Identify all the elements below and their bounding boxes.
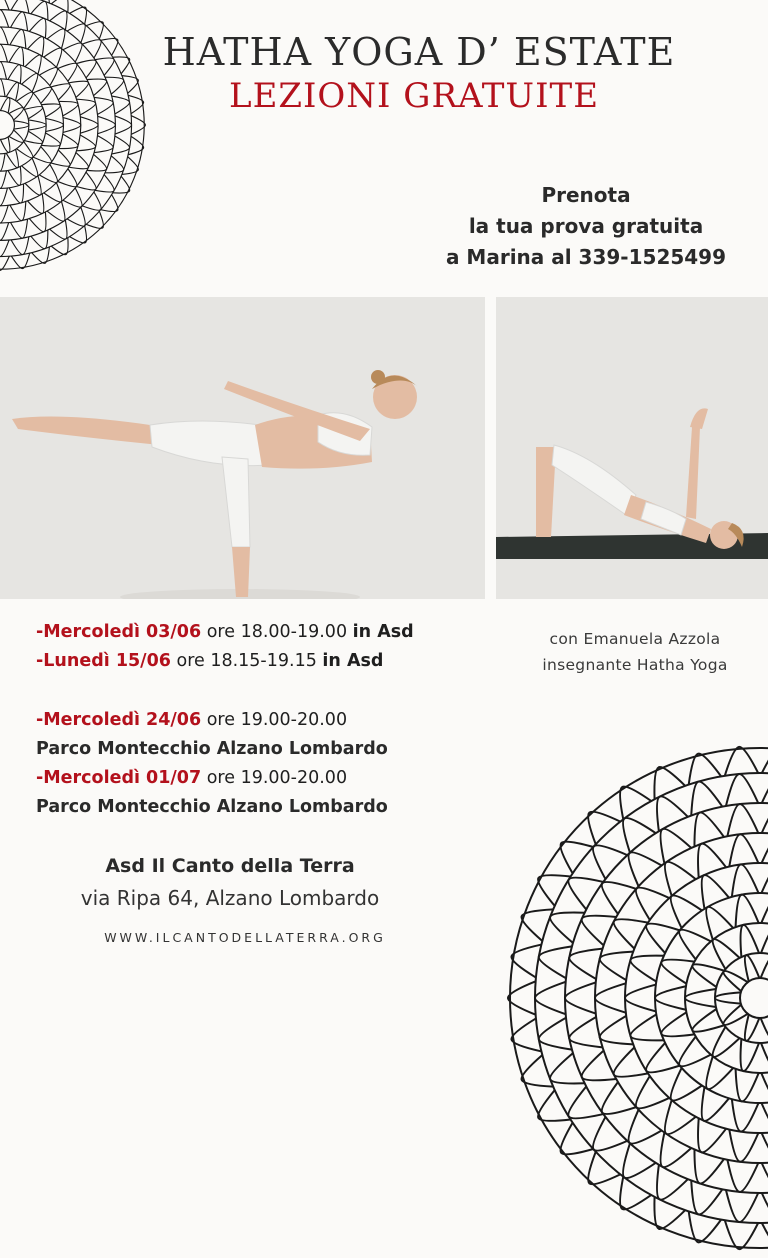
organization-address: via Ripa 64, Alzano Lombardo xyxy=(80,886,380,910)
session-time: ore 19.00-20.00 xyxy=(201,768,348,788)
session-item xyxy=(36,618,476,647)
session-place: in Asd xyxy=(352,622,414,642)
teacher-role: insegnante Hatha Yoga xyxy=(542,656,728,674)
booking-info xyxy=(426,180,746,273)
session-time: ore 18.15-19.15 xyxy=(170,651,323,671)
session-day: -Mercoledì 24/06 xyxy=(36,710,202,730)
session-item xyxy=(36,706,476,764)
yoga-photo-bridge-pose xyxy=(496,297,768,599)
session-time: ore 18.00-19.00 xyxy=(201,622,353,642)
page-subtitle: LEZIONI GRATUITE xyxy=(228,76,600,116)
booking-line-3: a Marina al 339-1525499 xyxy=(445,245,727,269)
booking-line-1: Prenota xyxy=(541,183,631,207)
session-day: -Mercoledì 01/07 xyxy=(36,768,202,788)
booking-line-2: la tua prova gratuita xyxy=(468,214,704,238)
session-list xyxy=(36,618,476,822)
session-place: Parco Montecchio Alzano Lombardo xyxy=(36,797,388,817)
teacher-info xyxy=(510,626,760,678)
organization-website: WWW.ILCANTODELLATERRA.ORG xyxy=(104,930,386,945)
session-day: -Mercoledì 03/06 xyxy=(36,622,202,642)
session-place: Parco Montecchio Alzano Lombardo xyxy=(36,739,388,759)
organization-name: Asd Il Canto della Terra xyxy=(105,855,355,877)
session-item xyxy=(36,647,476,676)
mandala-ornament-bottom-right xyxy=(500,738,768,1258)
session-item xyxy=(36,764,476,822)
page-title: HATHA YOGA D’ ESTATE xyxy=(162,30,676,74)
teacher-name: con Emanuela Azzola xyxy=(549,630,721,648)
session-time: ore 19.00-20.00 xyxy=(201,710,348,730)
yoga-photo-warrior-pose xyxy=(0,297,485,599)
session-day: -Lunedì 15/06 xyxy=(36,651,171,671)
session-place: in Asd xyxy=(322,651,384,671)
